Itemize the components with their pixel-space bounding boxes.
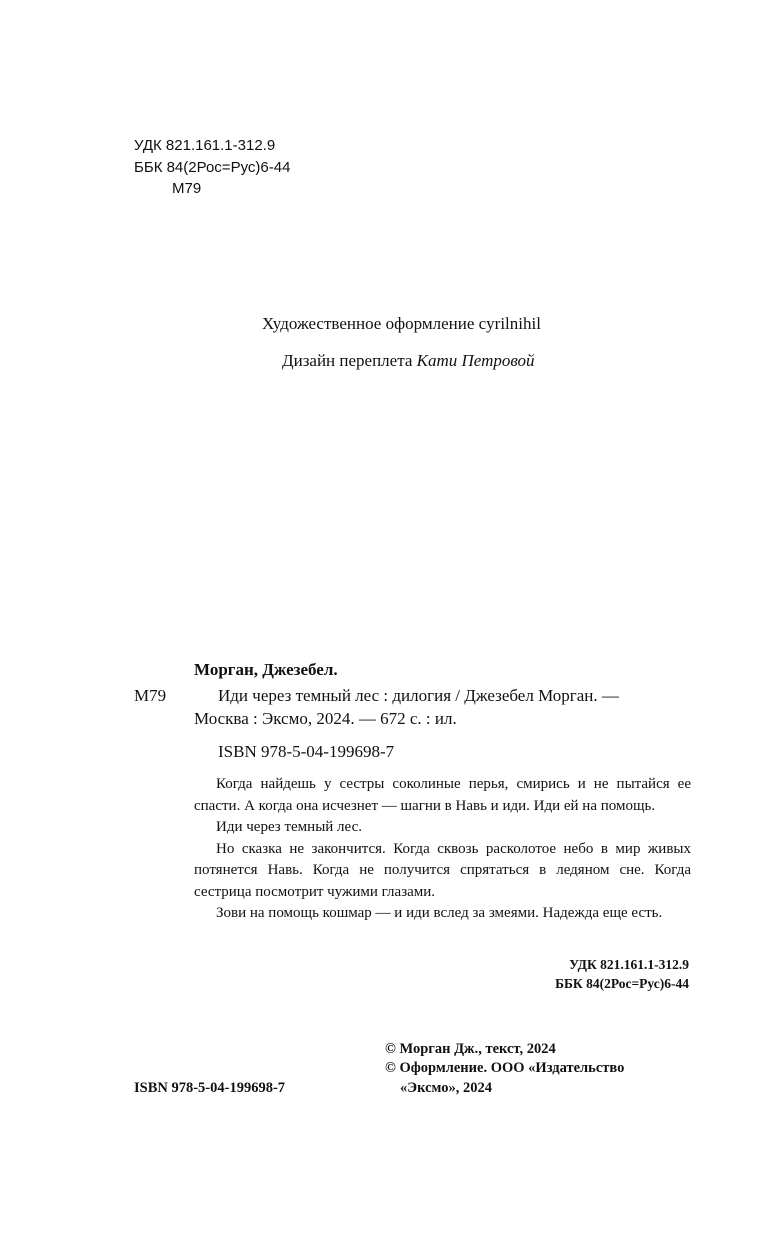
- copyright-design-line1: © Оформление. ООО «Издательство: [385, 1060, 625, 1076]
- copyright-design-line2: «Эксмо», 2024: [400, 1080, 492, 1096]
- bib-author-mark: М79: [134, 686, 167, 705]
- copyright-text: © Морган Дж., текст, 2024: [385, 1041, 556, 1057]
- annotation-paragraph: Зови на помощь кошмар — и иди вслед за змеями. Надежда еще есть.: [216, 905, 663, 921]
- annotation-paragraph: Но сказка не закончится. Когда сквозь расколотое небо в мир живых потянется Навь. Когда не получится спрятаться в ледяном сне. Когда сестрица посмотрит чужими глазами.: [194, 840, 691, 900]
- isbn-bottom: ISBN 978-5-04-199698-7: [134, 1080, 286, 1096]
- binding-designer-name: Кати Петровой: [416, 351, 535, 370]
- binding-design-credit: [282, 351, 535, 371]
- udk-code: УДК 821.161.1-312.9: [134, 137, 276, 154]
- bib-imprint-line: Москва : Эксмо, 2024. — 672 с. : ил.: [194, 709, 457, 728]
- annotation-paragraph: Когда найдешь у сестры соколиные перья, смирись и не пытайся ее спасти. А когда она исчезнет — шагни в Навь и иди. Иди ей на помощь.: [194, 776, 691, 814]
- binding-design-label: Дизайн переплета: [282, 351, 417, 370]
- author-mark: М79: [172, 180, 202, 197]
- author-heading: Морган, Джезебел.: [194, 660, 338, 679]
- bib-isbn: ISBN 978-5-04-199698-7: [218, 742, 395, 761]
- annotation-paragraph: Иди через темный лес.: [216, 819, 362, 835]
- art-design-credit: Художественное оформление cyrilnihil: [262, 314, 541, 333]
- footer-bbk-code: ББК 84(2Рос=Рус)6-44: [555, 976, 689, 991]
- footer-udk-code: УДК 821.161.1-312.9: [569, 957, 689, 972]
- bbk-code: ББК 84(2Рос=Рус)6-44: [134, 159, 291, 176]
- annotation: [194, 774, 691, 925]
- bib-title-line: Иди через темный лес : дилогия / Джезебел Морган. —: [218, 686, 619, 705]
